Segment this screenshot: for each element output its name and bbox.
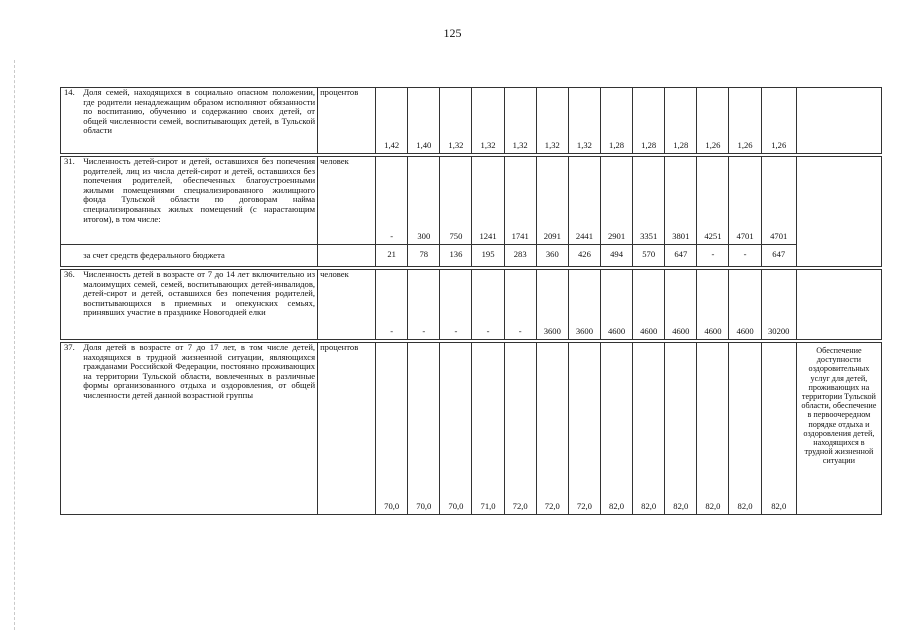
- indicator-number: 36.: [61, 270, 82, 340]
- subrow-value: 195: [472, 245, 504, 267]
- indicator-value: 1,42: [376, 88, 408, 154]
- indicator-value: 82,0: [697, 343, 729, 515]
- indicator-note: [796, 88, 881, 154]
- indicator-number: 14.: [61, 88, 82, 154]
- indicator-value: 1741: [504, 157, 536, 245]
- indicator-unit: человек: [318, 270, 376, 340]
- subrow-value: 426: [568, 245, 600, 267]
- indicator-value: 72,0: [536, 343, 568, 515]
- indicator-value: 4600: [665, 270, 697, 340]
- table-row: [61, 88, 882, 154]
- indicator-value: 2441: [568, 157, 600, 245]
- subrow-value: 136: [440, 245, 472, 267]
- indicator-value: 72,0: [568, 343, 600, 515]
- indicator-value: 1,28: [665, 88, 697, 154]
- indicator-number: 37.: [61, 343, 82, 515]
- subrow-description: за счет средств федерального бюджета: [81, 245, 317, 267]
- indicator-value: 3351: [633, 157, 665, 245]
- indicator-value: 1,28: [600, 88, 632, 154]
- indicator-unit: процентов: [318, 343, 376, 515]
- page-number: 125: [443, 26, 462, 40]
- indicator-value: 82,0: [729, 343, 761, 515]
- indicator-value: -: [440, 270, 472, 340]
- subrow-value: -: [697, 245, 729, 267]
- indicator-value: 3600: [536, 270, 568, 340]
- indicator-note: [796, 157, 881, 267]
- subrow-value: 21: [376, 245, 408, 267]
- indicator-value: -: [376, 157, 408, 245]
- indicator-value: 2901: [600, 157, 632, 245]
- indicator-value: 1,26: [697, 88, 729, 154]
- table-subrow: [61, 245, 882, 267]
- indicators-table: [60, 87, 882, 515]
- table-row: [61, 343, 882, 515]
- indicator-value: 3801: [665, 157, 697, 245]
- indicator-value: 82,0: [633, 343, 665, 515]
- indicator-value: 1,26: [729, 88, 761, 154]
- subrow-value: 360: [536, 245, 568, 267]
- indicator-value: 4701: [729, 157, 761, 245]
- indicator-value: 4251: [697, 157, 729, 245]
- indicator-note: Обеспечение доступности оздоровительных услуг для детей, проживающих на территории Тульской области, обеспечение в первоочередном порядке отдыха и оздоровления детей, находящихся в трудной жизненной ситуации: [796, 343, 881, 515]
- indicator-value: 82,0: [665, 343, 697, 515]
- indicator-value: 4600: [633, 270, 665, 340]
- indicator-description: Доля семей, находящихся в социально опасном положении, где родители ненадлежащим образом исполняют обязанности по воспитанию, обучению и содержанию своих детей, от общей численности семей, воспитывающих детей, в Тульской области: [81, 88, 317, 154]
- indicator-value: 1,32: [472, 88, 504, 154]
- indicator-value: -: [408, 270, 440, 340]
- indicator-value: -: [376, 270, 408, 340]
- indicator-note: [796, 270, 881, 340]
- binding-margin-line: [14, 60, 15, 630]
- indicator-value: -: [472, 270, 504, 340]
- subrow-value: 78: [408, 245, 440, 267]
- indicator-value: 750: [440, 157, 472, 245]
- indicator-value: 71,0: [472, 343, 504, 515]
- indicator-value: 82,0: [761, 343, 796, 515]
- subrow-value: 647: [665, 245, 697, 267]
- indicator-unit: человек: [318, 157, 376, 245]
- indicator-value: -: [504, 270, 536, 340]
- indicator-value: 1,32: [440, 88, 472, 154]
- indicator-value: 2091: [536, 157, 568, 245]
- indicator-value: 1,32: [536, 88, 568, 154]
- indicator-value: 82,0: [600, 343, 632, 515]
- indicator-value: 30200: [761, 270, 796, 340]
- subrow-value: 494: [600, 245, 632, 267]
- indicator-unit: процентов: [318, 88, 376, 154]
- indicator-value: 1,26: [761, 88, 796, 154]
- indicator-description: Доля детей в возрасте от 7 до 17 лет, в том числе детей, находящихся в трудной жизненной ситуации, являющихся гражданами Российской Федерации, постоянно проживающих на территории Тульской области, вовлеченных в различные формы организованного отдыха и оздоровления, от общей численности детей данной возрастной группы: [81, 343, 317, 515]
- indicator-value: 1,32: [504, 88, 536, 154]
- indicator-description: Численность детей-сирот и детей, оставшихся без попечения родителей, лиц из числа детей-сирот и детей, оставшихся без попечения родителей, обеспеченных благоустроенными жилыми помещениями специализированного жилищного фонда Тульской области по договорам найма специализированных жилых помещений (с нарастающим итогом), в том числе:: [81, 157, 317, 245]
- indicator-number: 31.: [61, 157, 82, 245]
- subrow-unit-blank: [318, 245, 376, 267]
- indicator-value: 4600: [729, 270, 761, 340]
- indicator-value: 3600: [568, 270, 600, 340]
- indicator-value: 1,28: [633, 88, 665, 154]
- subrow-value: 570: [633, 245, 665, 267]
- subrow-value: 283: [504, 245, 536, 267]
- subrow-number-blank: [61, 245, 82, 267]
- indicator-value: 1,40: [408, 88, 440, 154]
- indicator-value: 72,0: [504, 343, 536, 515]
- indicator-description: Численность детей в возрасте от 7 до 14 лет включительно из малоимущих семей, семей, воспитывающих детей-инвалидов, детей-сирот и детей, оставшихся без попечения родителей, воспитывающихся в приемных и опекунских семьях, принявших участие в празднике Новогодней елки: [81, 270, 317, 340]
- indicator-value: 4701: [761, 157, 796, 245]
- indicator-value: 4600: [600, 270, 632, 340]
- table-row: [61, 270, 882, 340]
- indicator-value: 70,0: [408, 343, 440, 515]
- table-body: [61, 88, 882, 515]
- subrow-value: 647: [761, 245, 796, 267]
- indicator-value: 1241: [472, 157, 504, 245]
- indicator-value: 300: [408, 157, 440, 245]
- table-row: [61, 157, 882, 245]
- indicator-value: 70,0: [440, 343, 472, 515]
- indicator-value: 1,32: [568, 88, 600, 154]
- indicator-value: 4600: [697, 270, 729, 340]
- indicator-value: 70,0: [376, 343, 408, 515]
- subrow-value: -: [729, 245, 761, 267]
